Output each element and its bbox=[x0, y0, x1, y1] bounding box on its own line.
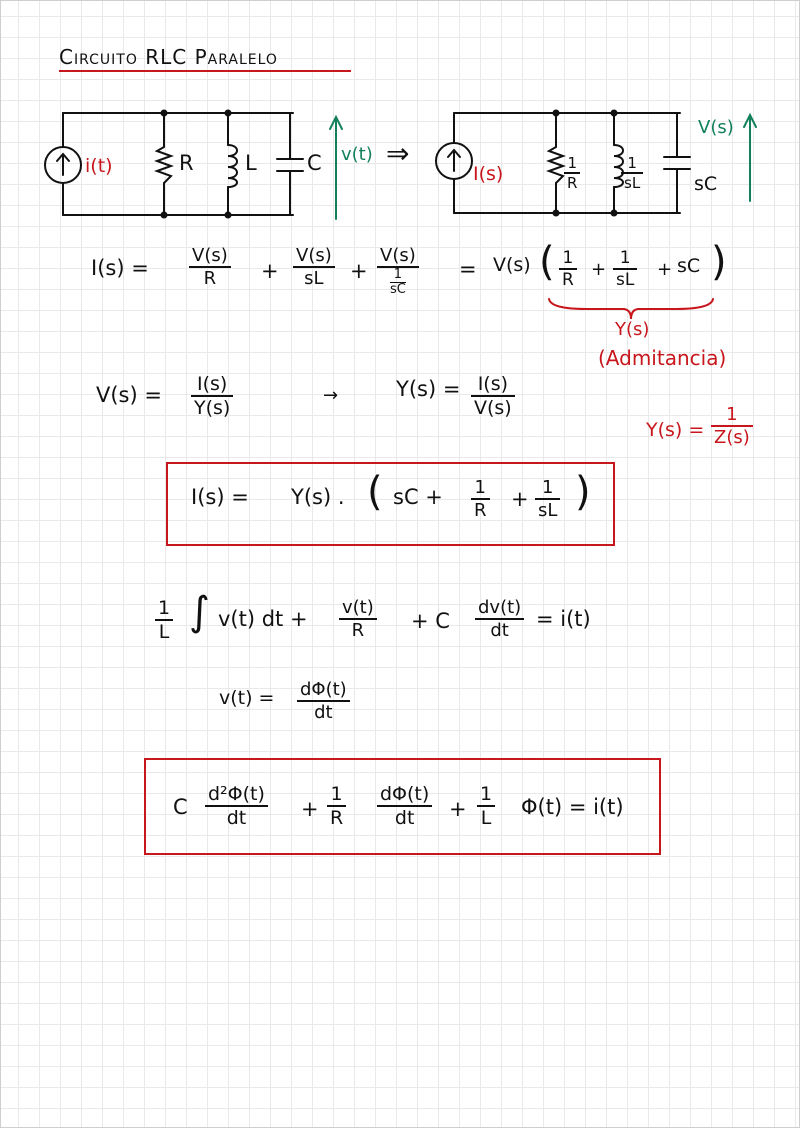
box2-frac-r bbox=[327, 783, 346, 829]
box2-frac-l bbox=[477, 783, 495, 829]
laplace-source-label: I(s) bbox=[473, 163, 504, 185]
page-title: Circuito RLC Paralelo bbox=[59, 45, 278, 69]
eq2-den: Y(s) bbox=[194, 397, 231, 419]
current-source-label: i(t) bbox=[85, 155, 113, 177]
flux-fraction bbox=[297, 679, 350, 723]
impedance-den: Z(s) bbox=[714, 427, 750, 448]
eq1-term2 bbox=[293, 245, 335, 289]
integral-d-den: dt bbox=[490, 620, 509, 641]
eq1-sc: sC bbox=[677, 255, 701, 277]
eq2-num2: I(s) bbox=[477, 373, 509, 395]
box2-l-den: L bbox=[480, 807, 492, 829]
eq2-lhs: V(s) = bbox=[96, 383, 162, 407]
box2-frac-d bbox=[377, 783, 432, 829]
integral-frac-d bbox=[475, 597, 524, 641]
box2-c: C bbox=[173, 795, 188, 819]
box2-plus1: + bbox=[301, 797, 319, 821]
box1-paren-close: ) bbox=[575, 469, 591, 515]
integral-d-num: dv(t) bbox=[478, 597, 522, 618]
integral-prefactor bbox=[155, 597, 173, 643]
box2-plus2: + bbox=[449, 797, 467, 821]
eq1-t1-num: V(s) bbox=[192, 245, 228, 266]
laplace-capacitor-label: sC bbox=[694, 173, 718, 195]
eq1-vs: V(s) bbox=[493, 254, 531, 276]
integral-frac-r bbox=[339, 597, 377, 641]
eq1-t3-den-num: 1 bbox=[393, 267, 402, 282]
box1-frac-a bbox=[471, 477, 490, 521]
admittance-label: Y(s) bbox=[615, 319, 650, 340]
eq1-plus4: + bbox=[657, 259, 673, 280]
eq1-equals: = bbox=[459, 257, 477, 281]
integral-rhs: = i(t) bbox=[536, 607, 591, 631]
eq1-t2-num: V(s) bbox=[296, 245, 332, 266]
box1-frac-b bbox=[535, 477, 560, 521]
capacitor-label: C bbox=[307, 151, 322, 175]
eq2-lhs2: Y(s) = bbox=[396, 377, 461, 401]
impedance-num: 1 bbox=[726, 404, 738, 425]
laplace-inductor-label bbox=[621, 154, 643, 192]
box2-d2-num: d²Φ(t) bbox=[208, 783, 265, 805]
box2-d-den: dt bbox=[394, 807, 415, 829]
eq1-t3-den bbox=[387, 268, 409, 297]
box2-d2-den: dt bbox=[226, 807, 247, 829]
laplace-r-num: 1 bbox=[567, 154, 577, 172]
eq1-a-den: R bbox=[562, 270, 574, 290]
eq1-t1-den: R bbox=[203, 268, 217, 289]
laplace-r-den: R bbox=[567, 174, 578, 192]
box1-a-num: 1 bbox=[474, 477, 486, 498]
flux-den: dt bbox=[314, 702, 333, 723]
impedance-lhs: Y(s) = bbox=[646, 419, 705, 441]
laplace-l-num: 1 bbox=[627, 154, 637, 172]
box1-b-num: 1 bbox=[541, 477, 554, 498]
eq1-paren-open: ( bbox=[539, 239, 555, 285]
eq1-term1 bbox=[189, 245, 231, 289]
box2-r-den: R bbox=[330, 807, 344, 829]
box1-lhs: I(s) = bbox=[191, 485, 249, 509]
integral-pre-num: 1 bbox=[158, 597, 171, 619]
eq1-t2-den: sL bbox=[304, 268, 324, 289]
transform-arrow: ⇒ bbox=[386, 137, 410, 170]
box2-l-num: 1 bbox=[480, 783, 493, 805]
flux-lhs: v(t) = bbox=[219, 687, 275, 709]
box1-a-den: R bbox=[474, 500, 487, 521]
integral-r-num: v(t) bbox=[342, 597, 374, 618]
title-underline bbox=[59, 70, 351, 72]
box2-frac-d2 bbox=[205, 783, 268, 829]
eq2-arrow: → bbox=[323, 385, 339, 406]
flux-num: dΦ(t) bbox=[300, 679, 347, 700]
box1-ys: Y(s) . bbox=[291, 485, 345, 509]
eq1-paren-close: ) bbox=[711, 239, 727, 285]
eq1-t3-num: V(s) bbox=[380, 245, 416, 266]
eq1-plus3: + bbox=[591, 259, 607, 280]
voltage-label: v(t) bbox=[341, 144, 373, 165]
eq1-b-num: 1 bbox=[619, 248, 631, 268]
eq1-inner-a bbox=[559, 248, 577, 290]
inductor-label: L bbox=[245, 151, 257, 175]
admittance-name: (Admitancia) bbox=[598, 346, 727, 370]
box1-sc: sC + bbox=[393, 485, 443, 509]
box1-plus: + bbox=[511, 487, 529, 511]
laplace-resistor-label bbox=[564, 154, 580, 192]
eq1-inner-b bbox=[613, 248, 637, 290]
integral-sign: ∫ bbox=[189, 589, 210, 635]
eq1-b-den: sL bbox=[616, 270, 635, 290]
eq2-den2: V(s) bbox=[474, 397, 512, 419]
box1-b-den: sL bbox=[538, 500, 558, 521]
box1-paren-open: ( bbox=[367, 469, 383, 515]
box2-rhs: Φ(t) = i(t) bbox=[521, 795, 624, 819]
eq1-term3 bbox=[377, 245, 419, 297]
eq1-a-num: 1 bbox=[562, 248, 574, 268]
integral-plus-c: + C bbox=[411, 609, 450, 633]
impedance-fraction bbox=[711, 404, 753, 448]
integral-pre-den: L bbox=[158, 621, 170, 643]
box2-r-num: 1 bbox=[330, 783, 343, 805]
integral-integrand: v(t) dt + bbox=[218, 607, 308, 631]
eq1-t3-den-den: sC bbox=[389, 282, 406, 297]
eq2-fraction bbox=[191, 373, 233, 419]
laplace-voltage-label: V(s) bbox=[698, 117, 734, 138]
resistor-label: R bbox=[179, 151, 194, 175]
eq1-plus1: + bbox=[261, 259, 279, 283]
eq1-plus2: + bbox=[350, 259, 368, 283]
eq2-fraction2 bbox=[471, 373, 515, 419]
eq2-num: I(s) bbox=[197, 373, 228, 395]
box2-d-num: dΦ(t) bbox=[380, 783, 430, 805]
laplace-l-den: sL bbox=[624, 174, 641, 192]
eq1-lhs: I(s) = bbox=[91, 256, 149, 280]
integral-r-den: R bbox=[351, 620, 365, 641]
